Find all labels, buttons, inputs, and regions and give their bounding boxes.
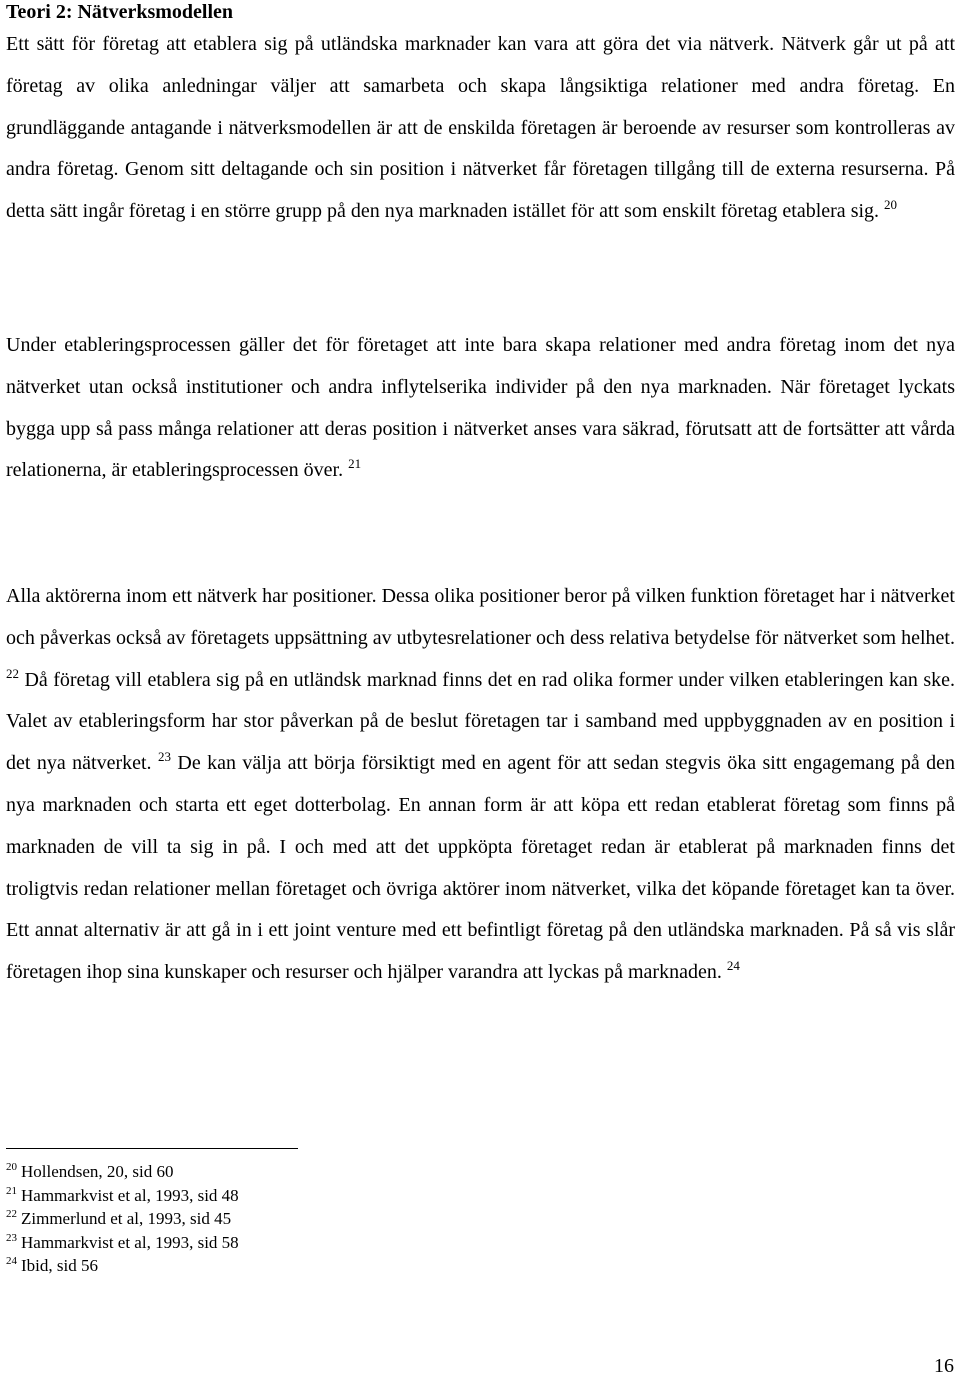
footnote-item (6, 1184, 239, 1208)
footnote-text: Hammarkvist et al, 1993, sid 48 (21, 1185, 239, 1205)
paragraph-3-text-part-1: Alla aktörerna inom ett nätverk har positioner. Dessa olika positioner beror på vilken funktion företaget har i nätverket och påverkas också av företagets uppsättning av utbytesrelationer och dess relativa betydelse för nätverket som helhet. (6, 585, 955, 649)
footnote-item (6, 1254, 239, 1278)
footnote-ref-23[interactable]: 23 (157, 749, 171, 765)
footnote-number: 20 (6, 1161, 17, 1173)
paragraph-2-text: Under etableringsprocessen gäller det för företaget att inte bara skapa relationer med andra företag inom det nya nätverket utan också institutioner och andra inflytelserika individer på den nya marknaden. När företaget lyckats bygga upp så pass många relationer att deras position i nätverket anses vara säkrad, förutsatt att de fortsätter att vårda relationerna, är etableringsprocessen över. (6, 334, 955, 482)
paragraph-2 (6, 325, 955, 492)
paragraph-1 (6, 24, 955, 233)
footnote-list (6, 1160, 239, 1278)
footnote-item (6, 1207, 239, 1231)
footnote-number: 22 (6, 1208, 17, 1220)
section-heading: Teori 2: Nätverksmodellen (6, 1, 234, 23)
footnote-ref-20[interactable]: 20 (884, 197, 898, 213)
footnote-text: Hollendsen, 20, sid 60 (21, 1162, 174, 1181)
footnote-ref-21[interactable]: 21 (348, 456, 362, 472)
footnote-divider (6, 1148, 298, 1149)
paragraph-3-text-part-3: De kan välja att börja försiktigt med en agent för att sedan stegvis öka sitt engagemang på den nya marknaden och starta ett eget dotterbolag. En annan form är att köpa ett redan etablerat företag som finns på marknaden de vill ta sig in på. I och med att det uppköpta företaget redan är etablerat på marknaden finns det troligtvis redan relationer mellan företaget och övriga aktörer inom nätverket, vilka det köpande företaget kan ta över. Ett annat alternativ är att gå in i ett joint venture med ett befintligt företag på den utländska marknaden. På så vis slår företagen ihop sina kunskaper och resurser och hjälper varandra att lyckas på marknaden. (6, 752, 956, 984)
footnote-ref-24[interactable]: 24 (726, 958, 740, 974)
footnote-number: 23 (6, 1231, 17, 1244)
footnote-number: 24 (6, 1255, 17, 1267)
page-number: 16 (934, 1355, 954, 1377)
paragraph-1-text: Ett sätt för företag att etablera sig på utländska marknader kan vara att göra det via nätverk. Nätverk går ut på att företag av olika anledningar väljer att samarbeta och skapa långsiktiga relationer med andra företag. En grundläggande antagande i nätverksmodellen är att de enskilda företagen är beroende av resurser som kontrolleras av andra företag. Genom sitt deltagande och sin position i nätverket får företagen tillgång till de externa resurserna. På detta sätt ingår företag i en större grupp på den nya marknaden istället för att som enskilt företag etablera sig. (6, 33, 955, 223)
footnote-item (6, 1231, 239, 1255)
footnote-item (6, 1160, 239, 1184)
paragraph-3 (6, 576, 955, 994)
footnote-text: Zimmerlund et al, 1993, sid 45 (21, 1209, 232, 1228)
footnote-text: Ibid, sid 56 (21, 1256, 98, 1275)
footnote-ref-22[interactable]: 22 (6, 665, 19, 681)
paragraph-3-text-part-2: Då företag vill etablera sig på en utländsk marknad finns det en rad olika former under vilken etableringen kan ske. Valet av etableringsform har stor påverkan på de beslut företagen tar i samband med uppbyggnaden av en position i det nya nätverket. (6, 668, 955, 775)
footnote-text: Hammarkvist et al, 1993, sid 58 (21, 1232, 239, 1252)
footnote-number: 21 (6, 1184, 17, 1197)
